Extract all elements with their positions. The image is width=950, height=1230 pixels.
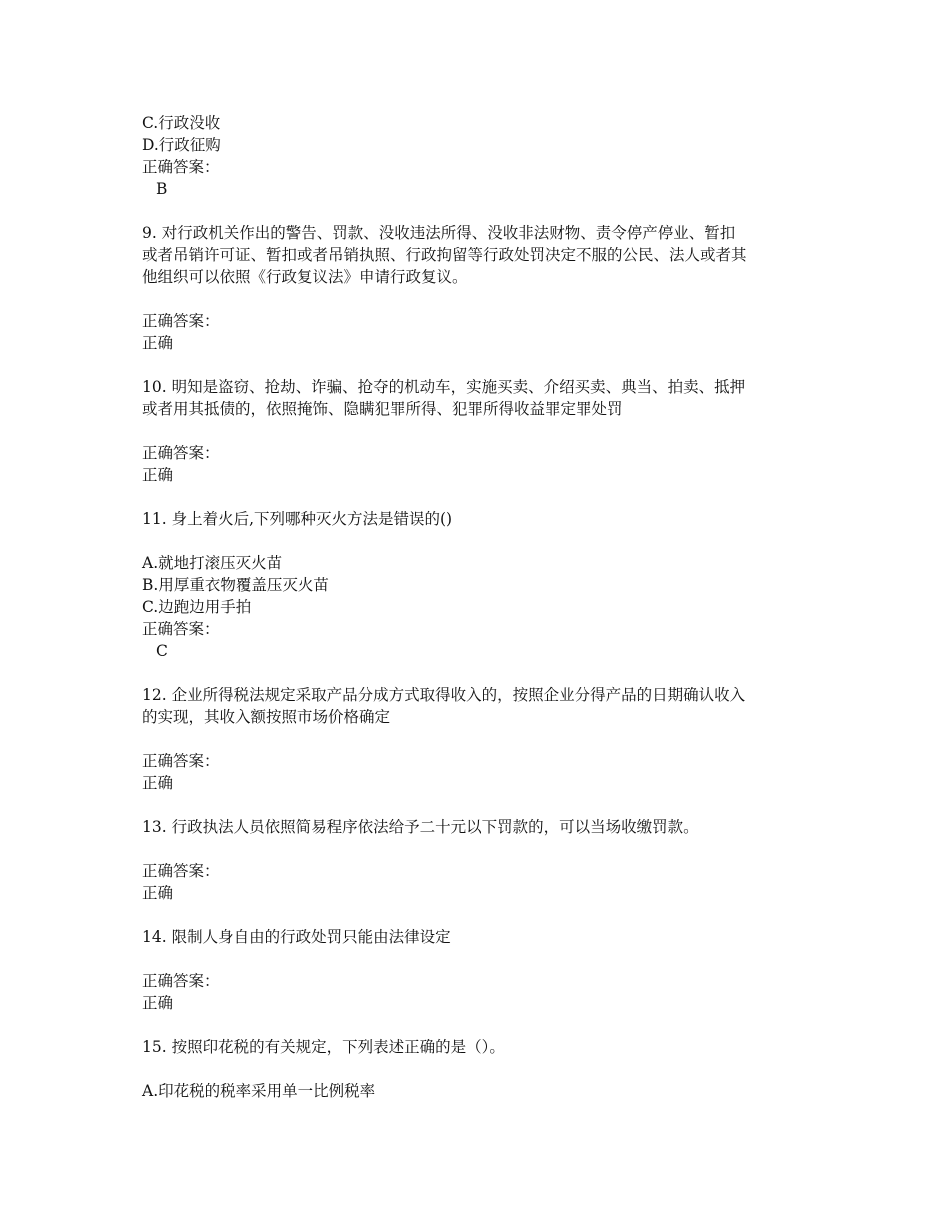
question-12-line-1: 12. 企业所得税法规定采取产品分成方式取得收入的，按照企业分得产品的日期确认收入 [142,686,746,704]
option-b: B.用厚重衣物覆盖压灭火苗 [142,576,329,594]
answer-label: 正确答案： [142,444,220,462]
answer-label: 正确答案： [142,158,220,176]
answer-label: 正确答案： [142,752,220,770]
question-15: 15. 按照印花税的有关规定，下列表述正确的是（）。 [142,1038,505,1056]
question-9-line-1: 9. 对行政机关作出的警告、罚款、没收违法所得、没收非法财物、责令停产停业、暂扣 [142,224,736,242]
option-c: C.行政没收 [142,114,221,132]
option-c: C.边跑边用手拍 [142,598,252,616]
question-9-line-2: 或者吊销许可证、暂扣或者吊销执照、行政拘留等行政处罚决定不服的公民、法人或者其 [142,246,747,264]
answer-label: 正确答案： [142,620,220,638]
answer-label: 正确答案： [142,862,220,880]
question-11: 11. 身上着火后,下列哪种灭火方法是错误的() [142,510,453,528]
option-a: A.印花税的税率采用单一比例税率 [142,1082,376,1100]
answer-value: 正确 [142,994,174,1012]
answer-value: 正确 [142,884,174,902]
question-13: 13. 行政执法人员依照简易程序依法给予二十元以下罚款的，可以当场收缴罚款。 [142,818,699,836]
question-12-line-2: 的实现，其收入额按照市场价格确定 [142,708,391,726]
option-d: D.行政征购 [142,136,221,154]
answer-value: 正确 [142,774,174,792]
answer-label: 正确答案： [142,312,220,330]
question-9-line-3: 他组织可以依照《行政复议法》申请行政复议。 [142,268,468,286]
answer-value: C [156,642,168,660]
question-10-line-2: 或者用其抵债的，依照掩饰、隐瞒犯罪所得、犯罪所得收益罪定罪处罚 [142,400,623,418]
answer-value: B [156,180,168,198]
answer-value: 正确 [142,334,174,352]
answer-label: 正确答案： [142,972,220,990]
question-10-line-1: 10. 明知是盗窃、抢劫、诈骗、抢夺的机动车，实施买卖、介绍买卖、典当、拍卖、抵押 [142,378,746,396]
option-a: A.就地打滚压灭火苗 [142,554,283,572]
question-14: 14. 限制人身自由的行政处罚只能由法律设定 [142,928,451,946]
answer-value: 正确 [142,466,174,484]
